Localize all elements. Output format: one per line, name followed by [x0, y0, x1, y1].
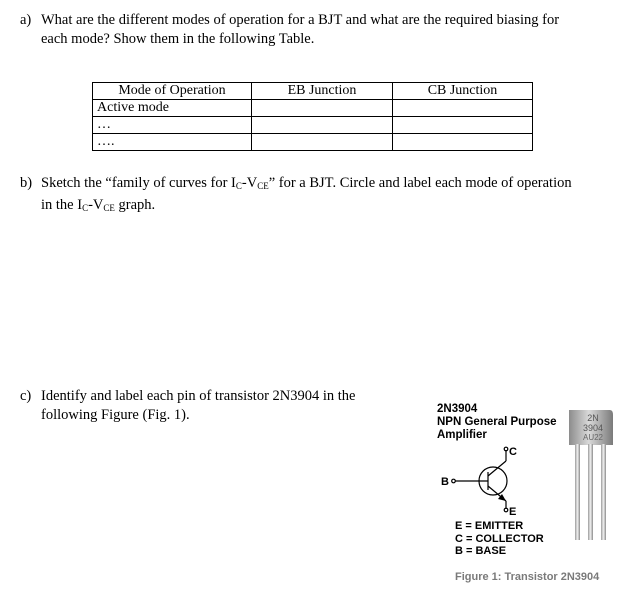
table-row: [93, 100, 533, 117]
text-run: ” for a BJT. Circle and label each mode of operation: [268, 175, 572, 191]
question-c-label: c): [20, 388, 32, 404]
part-number: 2N3904: [437, 403, 478, 415]
text-run: -V: [241, 175, 258, 191]
part-description: NPN General Purpose: [437, 416, 557, 428]
subscript: CE: [257, 181, 269, 191]
legend-base: B = BASE: [455, 545, 507, 557]
text-run: -V: [88, 197, 104, 213]
legend-collector: C = COLLECTOR: [455, 532, 544, 545]
table-header-row: [93, 83, 533, 100]
question-c-text: [41, 387, 423, 425]
table-cell[interactable]: [252, 117, 393, 134]
pin-c-label: C: [509, 446, 517, 458]
question-c-line2: following Figure (Fig. 1).: [41, 407, 190, 423]
question-a-line2: each mode? Show them in the following Table.: [41, 31, 315, 47]
table-cell: ….: [93, 134, 252, 151]
subscript: CE: [103, 203, 115, 213]
subscript: C: [82, 203, 89, 213]
package-marking-2: 3904: [582, 423, 604, 433]
to92-package-icon: [566, 407, 616, 542]
text-run: graph.: [114, 197, 156, 213]
pin-b-label: B: [441, 476, 449, 488]
table-cell: …: [93, 117, 252, 134]
pin-legend: [455, 520, 544, 558]
question-b-line1: [41, 174, 572, 196]
header-mode: Mode of Operation: [93, 83, 252, 100]
question-b-text: [41, 174, 572, 218]
package-marking-1: 2N: [587, 413, 599, 423]
text-run: Sketch the “family of curves for I: [41, 175, 236, 191]
header-eb: EB Junction: [252, 83, 393, 100]
pin-e-label: E: [509, 506, 517, 518]
question-b-line2: [41, 196, 572, 218]
figure-title: [437, 403, 557, 442]
table-row: [93, 117, 533, 134]
npn-transistor-symbol-icon: [438, 445, 558, 520]
table-row: [93, 134, 533, 151]
question-a-text: [41, 11, 559, 49]
table-cell[interactable]: [252, 100, 393, 117]
figure-caption: Figure 1: Transistor 2N3904: [455, 571, 600, 583]
question-a-line1: What are the different modes of operation for a BJT and what are the required biasing for: [41, 12, 560, 28]
package-marking-3: AU22: [582, 433, 604, 442]
modes-table: [92, 82, 533, 151]
header-cb: CB Junction: [393, 83, 533, 100]
table-cell[interactable]: [393, 100, 533, 117]
question-c-line1: Identify and label each pin of transistor 2N3904 in the: [41, 388, 356, 404]
legend-emitter: E = EMITTER: [455, 520, 524, 532]
subscript: C: [235, 181, 242, 191]
table-cell: Active mode: [93, 100, 252, 117]
table-cell[interactable]: [252, 134, 393, 151]
part-description-2: Amplifier: [437, 429, 487, 441]
question-b-label: b): [20, 175, 33, 191]
table-cell[interactable]: [393, 117, 533, 134]
text-run: in the I: [41, 197, 83, 213]
question-a-label: a): [20, 12, 32, 28]
table-cell[interactable]: [393, 134, 533, 151]
